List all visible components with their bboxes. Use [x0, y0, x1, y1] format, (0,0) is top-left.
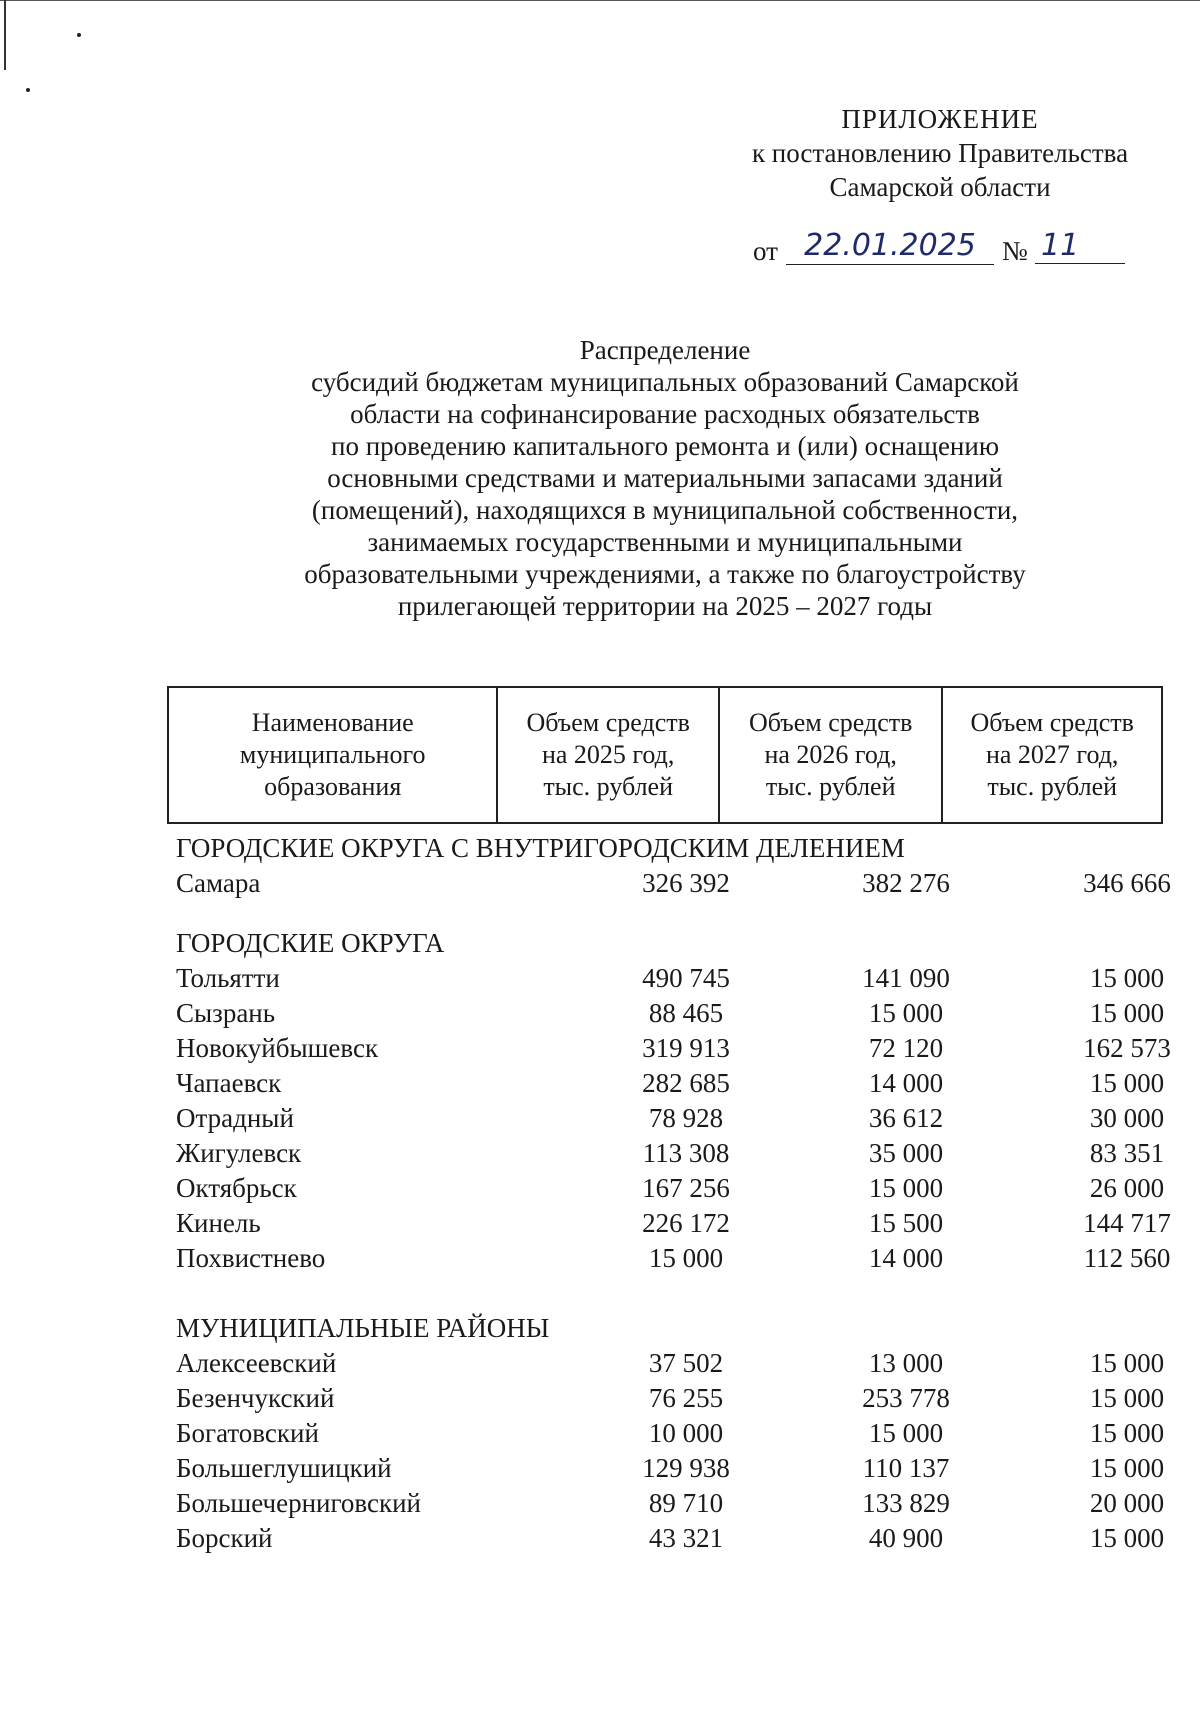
value-2027: 15 000 [1089, 1068, 1165, 1098]
value-2027: 20 000 [1089, 1488, 1165, 1518]
section-title: ГОРОДСКИЕ ОКРУГА [176, 928, 445, 958]
value-2027: 15 000 [1089, 998, 1165, 1028]
value-2025: 37 502 [648, 1348, 724, 1378]
value-2027: 144 717 [1083, 1208, 1171, 1238]
table-row [176, 1241, 1171, 1275]
value-2026: 35 000 [868, 1138, 944, 1168]
municipality-name: Тольятти [176, 963, 280, 993]
value-2026: 253 778 [862, 1383, 950, 1413]
value-2025: 88 465 [648, 998, 724, 1028]
table-row [176, 1346, 1165, 1380]
municipality-name: Алексеевский [176, 1348, 337, 1378]
value-2026: 133 829 [862, 1488, 950, 1518]
header-cell-name: Наименование муниципального образования [168, 687, 497, 823]
handwritten-number: 11 [1035, 228, 1125, 264]
value-2026: 40 900 [868, 1523, 944, 1553]
value-2025: 490 745 [642, 963, 730, 993]
value-2027: 15 000 [1089, 1383, 1165, 1413]
document-title-line: по проведению капитального ремонта и (или) оснащению [331, 431, 999, 461]
value-2027: 83 351 [1089, 1138, 1165, 1168]
value-2026: 14 000 [868, 1068, 944, 1098]
value-2026: 141 090 [862, 963, 950, 993]
header-cell-2025: Объем средств на 2025 год, тыс. рублей [497, 687, 719, 823]
table-row [176, 996, 1165, 1030]
table-row [176, 1031, 1171, 1065]
table-row [176, 1136, 1165, 1170]
value-2025: 167 256 [642, 1173, 730, 1203]
value-2025: 76 255 [648, 1383, 724, 1413]
document-title-line: области на софинансирование расходных обязательств [350, 399, 980, 429]
value-2027: 15 000 [1089, 963, 1165, 993]
table-row [176, 1416, 1165, 1450]
municipality-name: Безенчукский [176, 1383, 335, 1413]
value-2025: 15 000 [648, 1243, 724, 1273]
value-2027: 162 573 [1083, 1033, 1171, 1063]
table-row [176, 1066, 1165, 1100]
value-2027: 15 000 [1089, 1523, 1165, 1553]
table-row [176, 961, 1165, 995]
value-2025: 78 928 [648, 1103, 724, 1133]
value-2026: 382 276 [862, 868, 950, 898]
document-title-line: занимаемых государственными и муниципальными [367, 527, 963, 557]
municipality-name: Жигулевск [176, 1138, 302, 1168]
value-2025: 226 172 [642, 1208, 730, 1238]
value-2026: 110 137 [862, 1453, 950, 1483]
appendix-title: ПРИЛОЖЕНИЕ [841, 104, 1039, 134]
value-2025: 129 938 [642, 1453, 730, 1483]
value-2027: 15 000 [1089, 1453, 1165, 1483]
value-2026: 36 612 [868, 1103, 944, 1133]
value-2025: 113 308 [642, 1138, 730, 1168]
table-row [176, 1521, 1165, 1555]
handwritten-date: 22.01.2025 [786, 228, 994, 265]
value-2027: 346 666 [1083, 868, 1171, 898]
document-title-line: Распределение [579, 335, 751, 365]
value-2027: 112 560 [1083, 1243, 1171, 1273]
document-title-line: образовательными учреждениями, а также по благоустройству [304, 559, 1026, 589]
value-2026: 15 000 [868, 1418, 944, 1448]
table-row [176, 866, 1171, 900]
table-row [176, 1451, 1165, 1485]
municipality-name: Новокуйбышевск [176, 1033, 379, 1063]
date-prefix: от [753, 236, 778, 266]
document-title-line: прилегающей территории на 2025 – 2027 годы [397, 591, 933, 621]
municipality-name: Большечерниговский [176, 1488, 421, 1518]
value-2025: 326 392 [642, 868, 730, 898]
value-2026: 72 120 [868, 1033, 944, 1063]
table-row [176, 1381, 1165, 1415]
municipality-name: Похвистнево [176, 1243, 326, 1273]
header-cell-2027: Объем средств на 2027 год, тыс. рублей [942, 687, 1162, 823]
municipality-name: Самара [176, 868, 261, 898]
value-2025: 43 321 [648, 1523, 724, 1553]
value-2025: 282 685 [642, 1068, 730, 1098]
table-row [176, 1171, 1165, 1205]
municipality-name: Большеглушицкий [176, 1453, 392, 1483]
table-row [176, 1206, 1171, 1240]
value-2027: 15 000 [1089, 1348, 1165, 1378]
value-2026: 15 500 [868, 1208, 944, 1238]
table-row [176, 1486, 1165, 1520]
municipality-name: Богатовский [176, 1418, 319, 1448]
value-2027: 26 000 [1089, 1173, 1165, 1203]
municipality-name: Октябрьск [176, 1173, 297, 1203]
document-title-line: (помещений), находящихся в муниципальной собственности, [311, 495, 1019, 525]
table-row [176, 1101, 1165, 1135]
appendix-line-2: Самарской области [829, 172, 1051, 202]
value-2026: 15 000 [868, 998, 944, 1028]
value-2025: 89 710 [648, 1488, 724, 1518]
value-2027: 30 000 [1089, 1103, 1165, 1133]
document-title-line: основными средствами и материальными запасами зданий [327, 463, 1003, 493]
municipality-name: Кинель [176, 1208, 261, 1238]
value-2026: 14 000 [868, 1243, 944, 1273]
value-2027: 15 000 [1089, 1418, 1165, 1448]
header-cell-2026: Объем средств на 2026 год, тыс. рублей [719, 687, 942, 823]
value-2026: 13 000 [868, 1348, 944, 1378]
number-sign: № [1002, 236, 1028, 266]
section-title: ГОРОДСКИЕ ОКРУГА С ВНУТРИГОРОДСКИМ ДЕЛЕНИЕМ [176, 833, 905, 863]
value-2025: 319 913 [642, 1033, 730, 1063]
municipality-name: Сызрань [176, 998, 276, 1028]
value-2025: 10 000 [648, 1418, 724, 1448]
document-title-line: субсидий бюджетам муниципальных образований Самарской [311, 367, 1019, 397]
municipality-name: Чапаевск [176, 1068, 282, 1098]
section-title: МУНИЦИПАЛЬНЫЕ РАЙОНЫ [176, 1313, 550, 1343]
municipality-name: Отрадный [176, 1103, 294, 1133]
appendix-line-1: к постановлению Правительства [751, 138, 1129, 168]
value-2026: 15 000 [868, 1173, 944, 1203]
municipality-name: Борский [176, 1523, 273, 1553]
